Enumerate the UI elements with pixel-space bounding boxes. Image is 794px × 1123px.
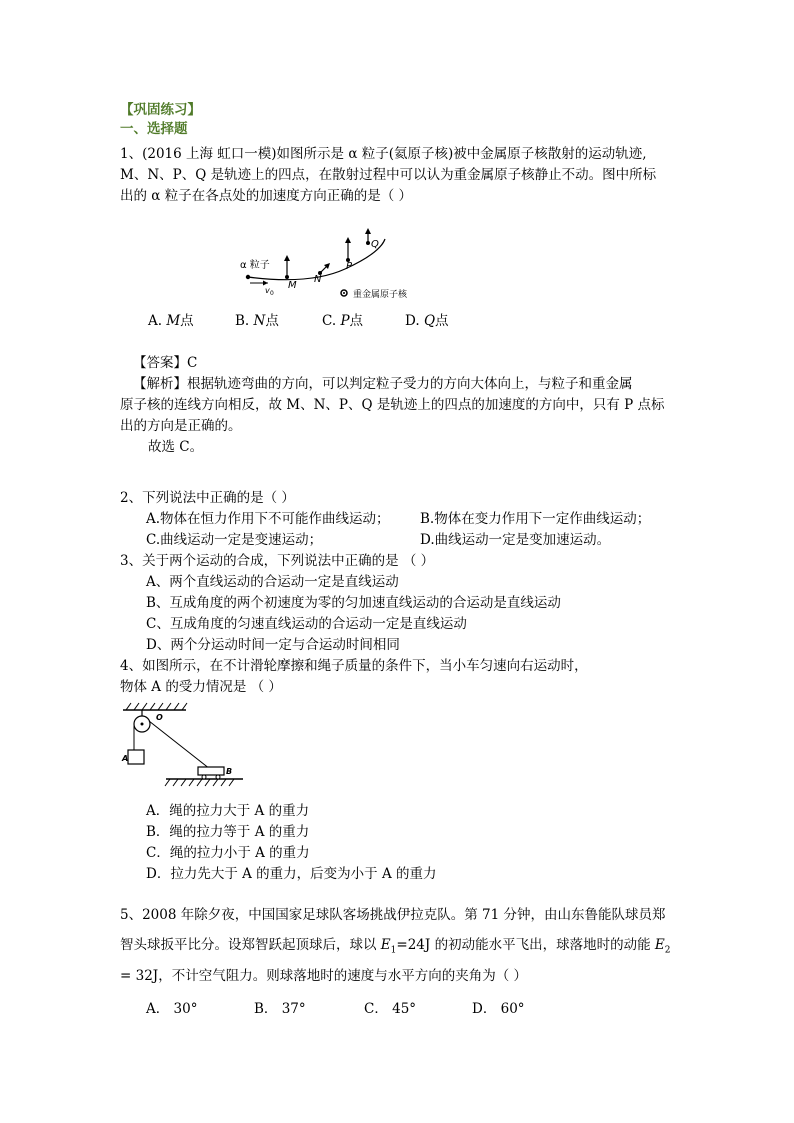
q4-option-b: B．绳的拉力等于 A 的重力 [146,824,310,840]
q5-option-c: C． 45° [364,1001,417,1017]
q1-trajectory-figure [230,225,450,305]
cart-b [198,767,224,775]
q5-option-b: B． 37° [254,1001,306,1017]
q1-analysis-line3: 出的方向是正确的。 [120,418,242,434]
q1-answer: 【答案】C [133,355,198,371]
q2-option-a: A.物体在恒力作用下不可能作曲线运动； [146,511,390,527]
q4-option-d: D．拉力先大于 A 的重力，后变为小于 A 的重力 [146,866,437,882]
start-point [246,275,250,279]
q2-option-d: D.曲线运动一定是变加速运动。 [420,532,611,548]
label-n: N [314,274,322,285]
section-subtitle: 一、选择题 [120,121,188,137]
q2-option-b: B.物体在变力作用下一定作曲线运动； [420,511,651,527]
label-a: A [122,754,129,763]
q3-option-b: B、互成角度的两个初速度为零的匀加速直线运动的合运动是直线运动 [146,595,561,611]
label-o: O [156,713,163,722]
label-nucleus: 重金属原子核 [353,290,408,300]
label-b: B [226,767,233,776]
q1-stem-line3: 出的 α 粒子在各点处的加速度方向正确的是（ ） [120,188,412,204]
q4-option-a: A．绳的拉力大于 A 的重力 [146,803,310,819]
q1-conclusion: 故选 C。 [148,439,204,455]
block-a [128,750,144,764]
label-alpha: α 粒子 [240,260,270,271]
q4-stem-line1: 4、如图所示，在不计滑轮摩擦和绳子质量的条件下，当小车匀速向右运动时， [120,658,588,674]
q5-stem-line1: 5、2008 年除夕夜，中国国家足球队客场挑战伊拉克队。第 71 分钟，由山东鲁能队球员郑 [120,907,666,923]
label-m: M [288,280,297,291]
q1-analysis-line1: 【解析】根据轨迹弯曲的方向，可以判定粒子受力的方向大体向上，与粒子和重金属 [133,376,633,392]
q2-stem: 2、下列说法中正确的是（ ） [120,490,295,506]
q5-stem-line2: 智头球扳平比分。设郑智跃起顶球后，球以 $E_1=24J$ 的初动能水平飞出，球落地时的动能 $E_2$ [120,937,671,956]
q4-stem-line2: 物体 A 的受力情况是 （ ） [120,679,282,695]
label-v0: v [265,286,270,295]
q2-option-c: C.曲线运动一定是变速运动； [146,532,323,548]
q4-pulley-figure [118,700,248,788]
q5-option-a: A． 30° [146,1001,198,1017]
q1-analysis-line2: 原子核的连线方向相反，故 M、N、P、Q 是轨迹上的四点的加速度的方向中，只有 P 点标 [120,397,665,413]
label-v0-sub: 0 [270,290,274,297]
q1-option-c: C. P点 [322,313,364,329]
label-p: P [346,261,353,272]
q4-option-c: C．绳的拉力小于 A 的重力 [146,845,310,861]
q3-stem: 3、关于两个运动的合成，下列说法中正确的是 （ ） [120,553,435,569]
q5-stem-line3: = 32J，不计空气阻力。则球落地时的速度与水平方向的夹角为（ ） [120,968,527,984]
q1-stem-line1: 1、(2016 上海 虹口一模)如图所示是 α 粒子(氦原子核)被中金属原子核散射的运动轨迹, [120,146,647,162]
section-title: 【巩固练习】 [120,102,201,118]
q1-option-d: D. Q点 [405,313,449,329]
q5-option-d: D． 60° [472,1001,525,1017]
q3-option-a: A、两个直线运动的合运动一定是直线运动 [146,574,399,590]
label-q: Q [371,239,379,250]
rope-diagonal [149,721,210,769]
q3-option-c: C、互成角度的匀速直线运动的合运动一定是直线运动 [146,616,467,632]
q1-option-b: B. N点 [235,313,279,329]
q3-option-d: D、两个分运动时间一定与合运动时间相同 [146,637,400,653]
q1-option-a: A. M点 [148,313,194,329]
q1-stem-line2: M、N、P、Q 是轨迹上的四点，在散射过程中可以认为重金属原子核静止不动。图中所标 [120,167,657,183]
